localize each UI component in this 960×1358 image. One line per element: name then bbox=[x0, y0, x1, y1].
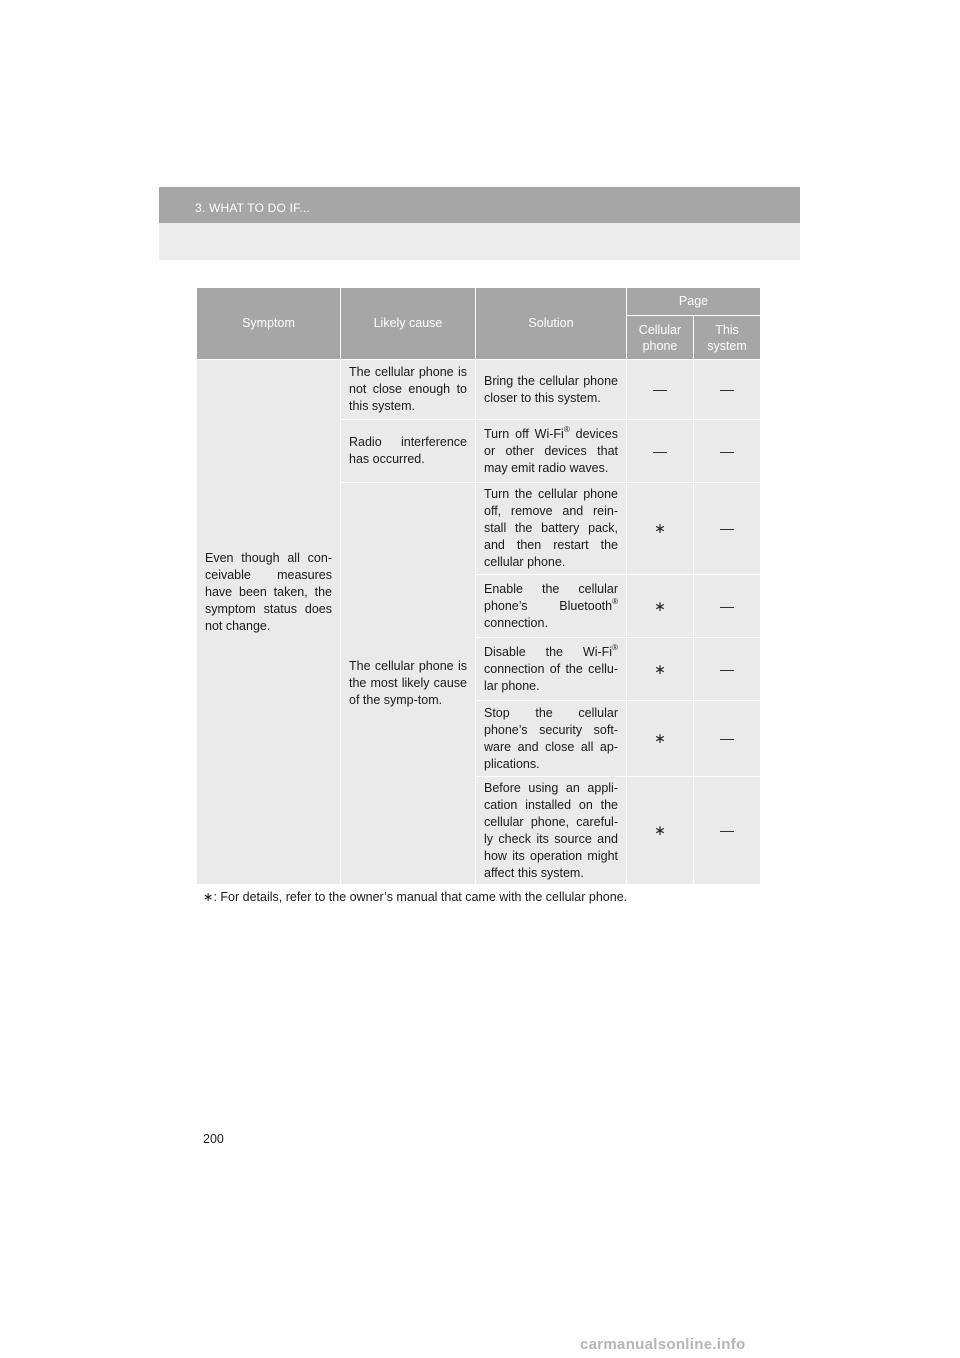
header-this-system: This system bbox=[694, 316, 761, 360]
likely-cause-text: The cellular phone is the most likely cause of the symp-tom. bbox=[349, 659, 467, 707]
solution-text-part: connection. bbox=[484, 615, 548, 630]
solution-cell bbox=[476, 420, 627, 483]
likely-cause-cell bbox=[341, 483, 476, 885]
section-header-subband bbox=[159, 223, 800, 260]
solution-cell bbox=[476, 777, 627, 885]
cellular-phone-page-cell: ∗ bbox=[627, 575, 694, 638]
symptom-cell bbox=[197, 360, 341, 885]
solution-cell bbox=[476, 360, 627, 420]
this-system-page-cell: — bbox=[694, 483, 761, 575]
cellular-phone-page-cell: — bbox=[627, 420, 694, 483]
this-system-page-cell: — bbox=[694, 360, 761, 420]
solution-text-part: Disable the Wi-Fi bbox=[484, 644, 613, 659]
cellular-phone-page-cell: ∗ bbox=[627, 701, 694, 777]
header-page: Page bbox=[627, 288, 761, 316]
solution-text-part: Enable the cellular phone’s Bluetooth bbox=[484, 581, 618, 613]
cellular-phone-page-cell: ∗ bbox=[627, 777, 694, 885]
this-system-page-cell: — bbox=[694, 575, 761, 638]
solution-cell bbox=[476, 638, 627, 701]
header-likely-cause: Likely cause bbox=[341, 288, 476, 360]
this-system-page-cell: — bbox=[694, 777, 761, 885]
solution-text bbox=[484, 644, 618, 695]
solution-text-part: connection of the cellu-lar phone. bbox=[484, 661, 618, 693]
watermark-text: carmanualsonline.info bbox=[580, 1336, 746, 1353]
section-title: 3. WHAT TO DO IF... bbox=[195, 201, 310, 215]
symptom-text: Even though all con-ceivable measures have been taken, the symptom status does not change. bbox=[205, 550, 332, 633]
solution-cell bbox=[476, 575, 627, 638]
cellular-phone-page-cell: ∗ bbox=[627, 483, 694, 575]
likely-cause-cell bbox=[341, 420, 476, 483]
header-cellular-phone: Cellular phone bbox=[627, 316, 694, 360]
header-symptom: Symptom bbox=[197, 288, 341, 360]
solution-text-part: Turn off Wi-Fi bbox=[484, 426, 564, 441]
this-system-page-cell: — bbox=[694, 638, 761, 701]
footnote: ∗: For details, refer to the owner’s manual that came with the cellular phone. bbox=[203, 890, 628, 904]
solution-text: Before using an appli-cation installed on the cellular phone, careful-ly check its source and how its operation might affect this system. bbox=[484, 780, 618, 880]
header-solution: Solution bbox=[476, 288, 627, 360]
solution-text: Bring the cellular phone closer to this system. bbox=[484, 373, 618, 405]
page-number: 200 bbox=[203, 1132, 224, 1146]
likely-cause-text: The cellular phone is not close enough to this system. bbox=[349, 365, 467, 413]
table-row bbox=[197, 360, 761, 420]
likely-cause-cell bbox=[341, 360, 476, 420]
cellular-phone-page-cell: — bbox=[627, 360, 694, 420]
section-header-band bbox=[159, 187, 800, 223]
solution-text: Turn the cellular phone off, remove and rein-stall the battery pack, and then restart the cellular phone. bbox=[484, 487, 618, 569]
solution-text bbox=[484, 581, 618, 632]
cellular-phone-page-cell: ∗ bbox=[627, 638, 694, 701]
registered-mark: ® bbox=[612, 596, 618, 606]
this-system-page-cell: — bbox=[694, 701, 761, 777]
this-system-page-cell: — bbox=[694, 420, 761, 483]
registered-mark: ® bbox=[563, 424, 570, 434]
solution-cell bbox=[476, 701, 627, 777]
solution-text: Stop the cellular phone’s security soft-ware and close all ap-plications. bbox=[484, 705, 618, 771]
solution-cell bbox=[476, 483, 627, 575]
solution-text bbox=[484, 426, 618, 477]
solution-text-part: devices or other devices that may emit radio waves. bbox=[484, 426, 618, 475]
likely-cause-text: Radio interference has occurred. bbox=[349, 435, 467, 466]
troubleshooting-table bbox=[196, 287, 761, 885]
registered-mark: ® bbox=[612, 642, 618, 652]
